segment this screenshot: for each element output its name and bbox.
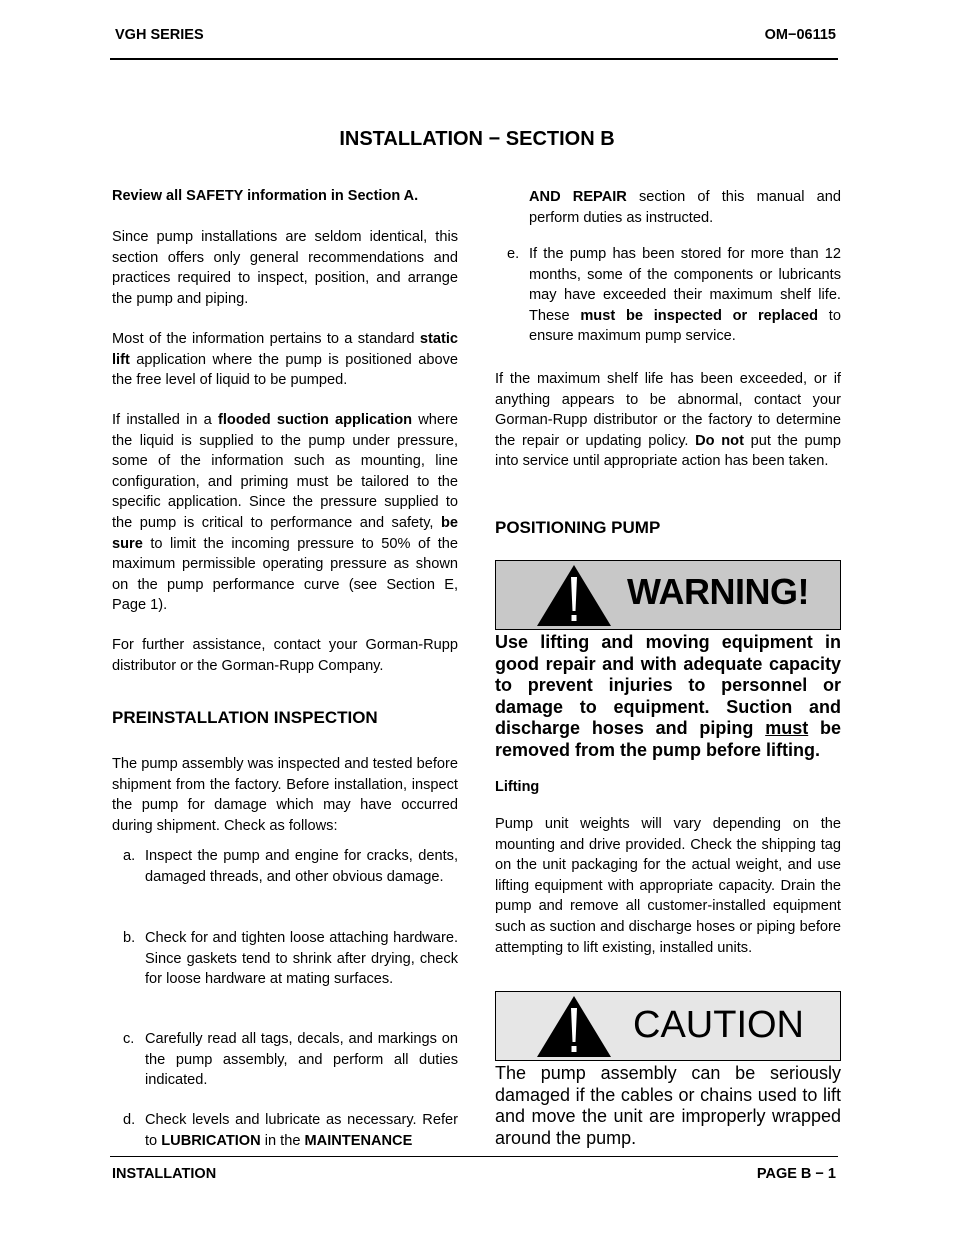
- list-item-a: a. Inspect the pump and engine for cracks, dents, damaged threads, and other obvious damage.: [123, 848, 458, 885]
- caution-text: The pump assembly can be seriously damaged if the cables or chains used to lift and move the unit are improperly wrapped around the pump.: [495, 1063, 841, 1148]
- section-title: INSTALLATION − SECTION B: [339, 128, 615, 150]
- positioning-heading: POSITIONING PUMP: [495, 518, 661, 537]
- safety-review-note: Review all SAFETY information in Section A.: [112, 188, 419, 204]
- shelf-life-paragraph: If the maximum shelf life has been exceeded, or if anything appears to be abnormal, contact your Gorman-Rupp distributor or the factory to determine the repair or updating policy. Do not put the pump into service until appropriate action has been taken.: [495, 371, 842, 470]
- header-series: VGH SERIES: [115, 27, 204, 43]
- preinstallation-paragraph: The pump assembly was inspected and tested before shipment from the factory. Before installation, inspect the pump for damage which may have occurred during shipment. Check as follows:: [112, 756, 458, 834]
- caution-box: [495, 991, 841, 1061]
- lifting-subheading: Lifting: [495, 779, 540, 795]
- footer-section: INSTALLATION: [112, 1166, 217, 1182]
- list-item-d-continued: AND REPAIR section of this manual and perform duties as instructed.: [529, 189, 841, 226]
- caution-label: CAUTION: [633, 1004, 804, 1046]
- list-item-d: d. Check levels and lubricate as necessary. Refer to LUBRICATION in the MAINTENANCE: [123, 1112, 458, 1149]
- intro-paragraph: Since pump installations are seldom identical, this section offers only general recommendations and practices required to inspect, position, and arrange the pump and piping.: [112, 229, 458, 307]
- header-rule: [110, 58, 838, 60]
- assistance-paragraph: For further assistance, contact your Gorman-Rupp distributor or the Gorman-Rupp Company.: [112, 637, 458, 674]
- preinstallation-heading: PREINSTALLATION INSPECTION: [112, 708, 378, 727]
- warning-text: Use lifting and moving equipment in good repair and with adequate capacity to prevent injuries to personnel or damage to equipment. Suction and discharge hoses and piping must be removed from the pump before lifting.: [495, 632, 841, 760]
- warning-box: [495, 560, 841, 630]
- footer-page-number: PAGE B − 1: [756, 1166, 836, 1182]
- header-doc-number: OM−06115: [764, 27, 836, 43]
- list-item-b: b. Check for and tighten loose attaching hardware. Since gaskets tend to shrink after drying, check for loose hardware at mating surfaces.: [123, 930, 458, 988]
- list-item-c: c. Carefully read all tags, decals, and markings on the pump assembly, and perform all duties indicated.: [123, 1031, 458, 1089]
- static-lift-paragraph: Most of the information pertains to a standard static lift application where the pump is positioned above the free level of liquid to be pumped.: [112, 331, 458, 389]
- list-item-e: e. If the pump has been stored for more than 12 months, some of the components or lubricants may have exceeded their maximum shelf life. These must be inspected or replaced to ensure maximum pump service.: [507, 246, 841, 345]
- footer-rule: [110, 1156, 838, 1157]
- flooded-suction-paragraph: If installed in a flooded suction application where the liquid is supplied to the pump under pressure, some of the information such as mounting, line configuration, and priming must be tailored to the specific application. Since the pressure supplied to the pump is critical to performance and safety, be sure to limit the incoming pressure to 50% of the maximum permissible operating pressure as shown on the pump performance curve (see Section E, Page 1).: [112, 412, 458, 614]
- warning-label: WARNING!: [627, 571, 809, 612]
- lifting-paragraph: Pump unit weights will vary depending on the mounting and drive provided. Check the shipping tag on the unit packaging for the actual weight, and use lifting equipment with appropriate capacity. Drain the pump and remove all customer-installed equipment such as suction and discharge hoses or piping before attempting to lift existing, installed units.: [495, 816, 841, 956]
- caution-triangle-icon: [536, 995, 612, 1058]
- warning-triangle-icon: [536, 564, 612, 627]
